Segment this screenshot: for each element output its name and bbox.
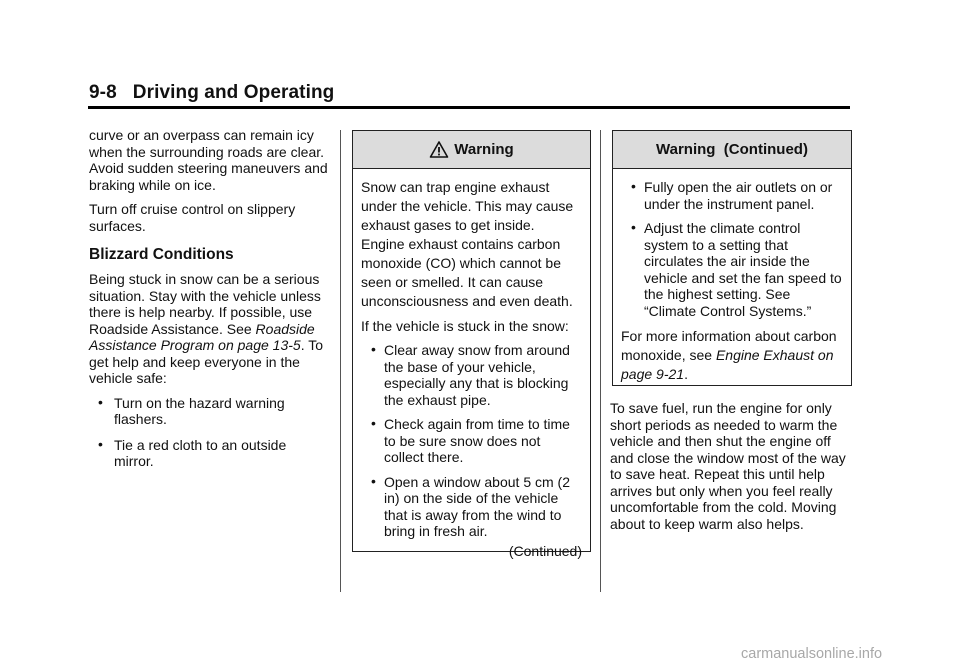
bullet-icon: •: [371, 472, 376, 489]
warning-header: [353, 131, 590, 169]
bullet-icon: •: [631, 219, 636, 235]
list-item: • Adjust the climate control system to a setting that circulates the air inside the vehicle and set the fan speed to the highest setting. See “Climate Control Systems.”: [631, 219, 842, 319]
paragraph: To save fuel, run the engine for only short periods as needed to warm the vehicle and then shut the engine off and close the window most of the way to save heat. Repeat this until help arrives but only when you feel really uncomfortable from the cold. Moving about to keep warm also helps.: [610, 400, 846, 532]
warning-triangle-icon: [429, 140, 449, 160]
continued-label: (Continued): [508, 542, 582, 559]
column-divider-right: [600, 130, 601, 592]
section-title: Driving and Operating: [132, 82, 335, 103]
cross-reference-link[interactable]: Roadside Assistance Program on page 13-5: [89, 320, 315, 353]
list-item: • Check again from time to time to be sure snow does not collect there.: [371, 415, 570, 465]
warning-body: [613, 169, 851, 384]
list-item: • Fully open the air outlets on or under the instrument panel.: [631, 178, 833, 212]
warning-header: [613, 131, 851, 169]
paragraph: curve or an overpass can remain icy when the surrounding roads are clear. Avoid sudden steering maneuvers and braking while on ice.: [89, 127, 328, 193]
watermark: carmanualsonline.info: [741, 646, 883, 662]
cross-reference-link[interactable]: Engine Exhaust on page 9-21: [621, 347, 834, 382]
column-3: [610, 400, 856, 540]
paragraph: If the vehicle is stuck in the snow:: [361, 318, 569, 334]
bullet-icon: •: [371, 341, 376, 357]
bullet-list: [89, 395, 329, 470]
list-item: • Tie a red cloth to an outside mirror.: [98, 435, 287, 469]
bullet-list: [621, 179, 843, 319]
bullet-list: [361, 342, 582, 540]
subheading-blizzard-conditions: Blizzard Conditions: [89, 246, 234, 263]
paragraph: Turn off cruise control on slippery surfaces.: [89, 201, 296, 234]
warning-box: [352, 130, 591, 559]
warning-box-continued: [612, 130, 852, 386]
page-header: [88, 82, 850, 109]
bullet-icon: •: [98, 393, 103, 410]
page-title: [89, 82, 334, 104]
column-divider-left: [340, 130, 341, 592]
list-item: • Turn on the hazard warning flashers.: [98, 393, 285, 427]
list-item: • Open a window about 5 cm (2 in) on the side of the vehicle that is away from the wind to bring in fresh air.: [371, 472, 570, 539]
warning-title: Warning: [454, 141, 514, 158]
list-item: • Clear away snow from around the base of your vehicle, especially any that is blocking the exhaust pipe.: [371, 341, 570, 408]
paragraph: Being stuck in snow can be a serious situation. Stay with the vehicle unless there is help nearby. If possible, use Roadside Assistance. See Roadside Assistance Program on page 13-5. To get help and keep everyone in the vehicle safe:: [89, 271, 323, 386]
bullet-icon: •: [371, 415, 376, 431]
page-number: 9-8: [89, 82, 117, 103]
warning-title: Warning (Continued): [656, 141, 808, 158]
warning-body: [353, 169, 590, 561]
bullet-icon: •: [631, 178, 636, 194]
paragraph: For more information about carbon monoxide, see Engine Exhaust on page 9-21.: [621, 328, 837, 382]
bullet-icon: •: [98, 435, 103, 452]
column-1: [89, 127, 329, 479]
paragraph: Snow can trap engine exhaust under the vehicle. This may cause exhaust gases to get inside. Engine exhaust contains carbon monoxide (CO) which cannot be seen or smelled. It can cause unconsciousness and even death.: [361, 179, 574, 309]
